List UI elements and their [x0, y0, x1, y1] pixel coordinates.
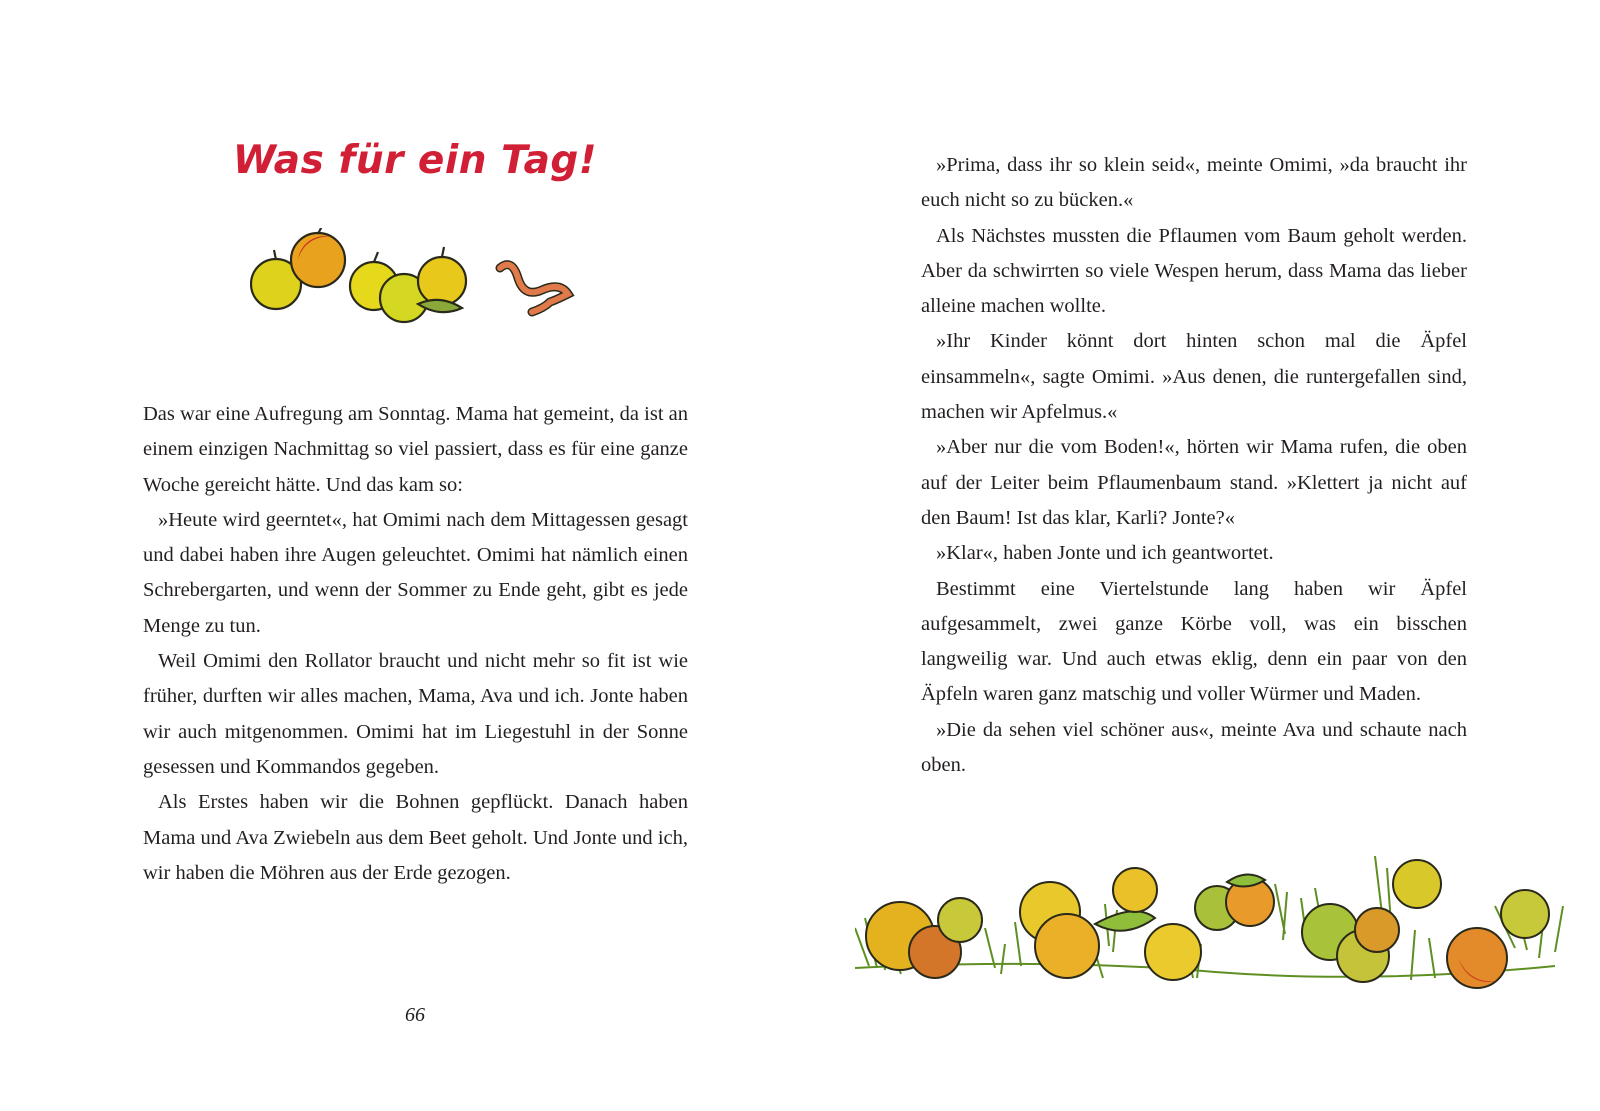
apples-and-worm-illustration	[250, 228, 590, 338]
paragraph: »Heute wird geerntet«, hat Omimi nach dem Mittagessen gesagt und dabei haben ihre Augen geleuchtet. Omimi hat nämlich einen Schrebergarten, und wenn der Sommer zu Ende geht, gibt es jede Menge zu tun.	[143, 508, 688, 637]
right-page-text	[921, 148, 1467, 783]
page-number: 66	[405, 1004, 425, 1026]
paragraph: Als Erstes haben wir die Bohnen gepflückt. Danach haben Mama und Ava Zwiebeln aus dem Beet geholt. Und Jonte und ich, wir haben die Möhren aus der Erde gezogen.	[143, 791, 688, 884]
paragraph: »Aber nur die vom Boden!«, hörten wir Mama rufen, die oben auf der Leiter beim Pflaumenbaum stand. »Klettert ja nicht auf den Baum! Ist das klar, Karli? Jonte?«	[921, 436, 1467, 529]
paragraph: »Ihr Kinder könnt dort hinten schon mal die Äpfel einsammeln«, sagte Omimi. »Aus denen, die runtergefallen sind, machen wir Apfelmus.«	[921, 330, 1467, 424]
paragraph: Weil Omimi den Rollator braucht und nicht mehr so fit ist wie früher, durften wir alles machen, Mama, Ava und ich. Jonte haben wir auch mitgenommen. Omimi hat im Liegestuhl in der Sonne gesessen und Kommandos gegeben.	[143, 650, 688, 778]
paragraph: »Die da sehen viel schöner aus«, meinte Ava und schaute nach oben.	[921, 718, 1467, 777]
paragraph: »Klar«, haben Jonte und ich geantwortet.	[936, 542, 1274, 565]
paragraph: Als Nächstes mussten die Pflaumen vom Baum geholt werden. Aber da schwirrten so viele Wespen herum, dass Mama das lieber alleine machen wollte.	[921, 224, 1467, 318]
paragraph: Das war eine Aufregung am Sonntag. Mama hat gemeint, da ist an einem einzigen Nachmittag so viel passiert, dass es für eine ganze Woche gereicht hätte. Und das kam so:	[143, 403, 688, 496]
apples-in-grass-illustration	[855, 848, 1575, 998]
paragraph: Bestimmt eine Viertelstunde lang haben wir Äpfel aufgesammelt, zwei ganze Körbe voll, was ein bisschen langweilig war. Und auch etwas eklig, denn ein paar von den Äpfeln waren ganz matschig und voller Würmer und Maden.	[921, 577, 1467, 706]
paragraph: »Prima, dass ihr so klein seid«, meinte Omimi, »da braucht ihr euch nicht so zu bücken.«	[921, 154, 1467, 212]
chapter-title: Was für ein Tag!	[232, 138, 598, 183]
left-page-text	[143, 397, 688, 891]
